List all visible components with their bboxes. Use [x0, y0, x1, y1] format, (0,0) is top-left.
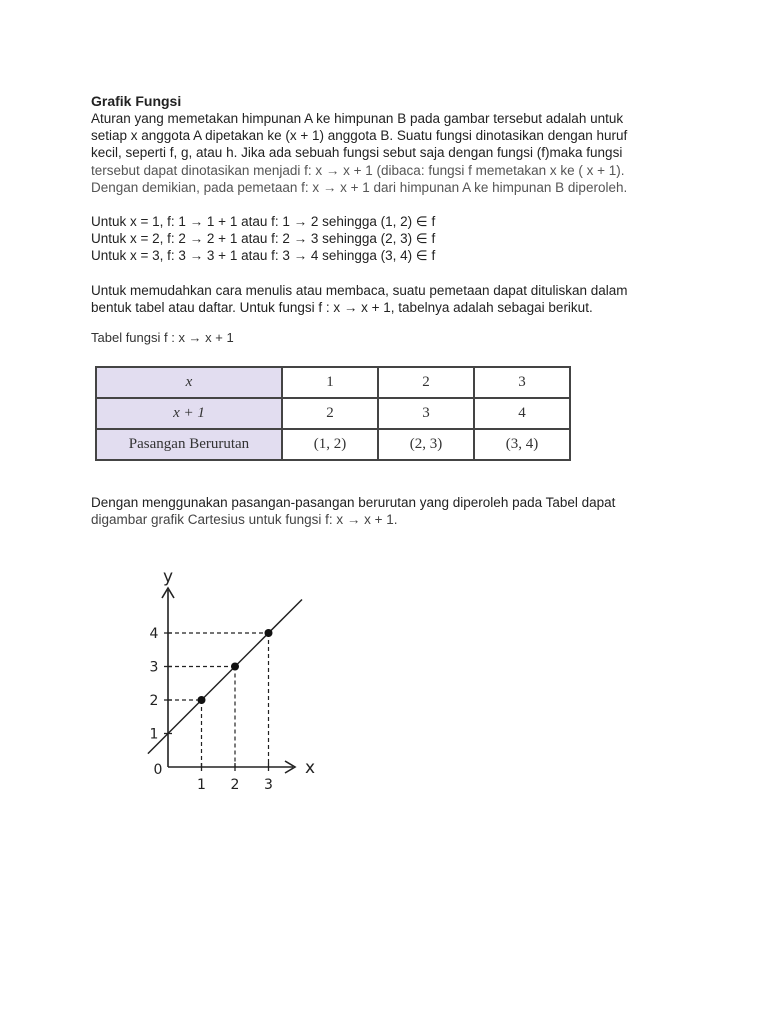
- y-tick-label: 2: [149, 693, 159, 709]
- y-tick-label: 4: [149, 626, 159, 642]
- table-row-header: Pasangan Berurutan: [96, 429, 282, 460]
- mapping-line: Untuk x = 1, f: 1 → 1 + 1 atau f: 1 → 2 sehingga (1, 2) ∈ f: [91, 214, 436, 230]
- table-cell: 4: [474, 398, 570, 429]
- table-cell: (3, 4): [474, 429, 570, 460]
- origin-label: 0: [153, 762, 163, 778]
- intro-paragraph: [91, 110, 681, 196]
- graph-intro-line: Dengan menggunakan pasangan-pasangan berurutan yang diperoleh pada Tabel dapat: [91, 495, 616, 510]
- data-point: [198, 696, 206, 704]
- function-line: [148, 600, 302, 754]
- graph-intro-line: digambar grafik Cartesius untuk fungsi f: x → x + 1.: [91, 512, 398, 528]
- table-cell: 2: [282, 398, 378, 429]
- table-row: [96, 429, 570, 460]
- x-axis-label: x: [304, 758, 316, 778]
- table-cell: 3: [378, 398, 474, 429]
- intro-line: setiap x anggota A dipetakan ke (x + 1) anggota B. Suatu fungsi dinotasikan dengan huruf: [91, 128, 628, 144]
- y-axis-label: y: [162, 567, 174, 587]
- table-cell: 2: [378, 367, 474, 398]
- table-row-header: x: [96, 367, 282, 398]
- table-intro-paragraph: [91, 282, 681, 316]
- table-cell: (2, 3): [378, 429, 474, 460]
- table-row: [96, 398, 570, 429]
- graph-intro-paragraph: [91, 494, 691, 528]
- table-cell: 1: [282, 367, 378, 398]
- data-point: [265, 629, 273, 637]
- intro-line: Aturan yang memetakan himpunan A ke himpunan B pada gambar tersebut adalah untuk: [91, 111, 624, 126]
- table-row-header: x + 1: [96, 398, 282, 429]
- article-title: Grafik Fungsi: [91, 93, 182, 109]
- intro-line: Dengan demikian, pada pemetaan f: x → x + 1 dari himpunan A ke himpunan B diperoleh.: [91, 179, 628, 195]
- article: [91, 93, 681, 345]
- y-tick-label: 3: [149, 659, 159, 676]
- table-caption: Tabel fungsi f : x → x + 1: [91, 330, 234, 346]
- cartesian-graph: [140, 560, 340, 800]
- intro-line: kecil, seperti f, g, atau h. Jika ada sebuah fungsi sebut saja dengan fungsi (f)maka fungsi: [91, 145, 623, 161]
- x-tick-label: 3: [264, 777, 273, 793]
- data-point: [231, 663, 239, 671]
- mapping-paragraph: [91, 213, 681, 265]
- x-tick-label: 2: [230, 777, 240, 793]
- table-row: [96, 367, 570, 398]
- table-intro-line: Untuk memudahkan cara menulis atau membaca, suatu pemetaan dapat dituliskan dalam: [91, 282, 628, 298]
- table-cell: 3: [474, 367, 570, 398]
- y-tick-label: 1: [149, 726, 159, 743]
- table-cell: (1, 2): [282, 429, 378, 460]
- mapping-line: Untuk x = 2, f: 2 → 2 + 1 atau f: 2 → 3 sehingga (2, 3) ∈ f: [91, 231, 436, 247]
- function-table: [95, 366, 571, 461]
- intro-line: tersebut dapat dinotasikan menjadi f: x → x + 1 (dibaca: fungsi f memetakan x ke ( x + 1).: [91, 162, 625, 178]
- table-intro-line: bentuk tabel atau daftar. Untuk fungsi f : x → x + 1, tabelnya adalah sebagai berikut.: [91, 299, 593, 315]
- mapping-line: Untuk x = 3, f: 3 → 3 + 1 atau f: 3 → 4 sehingga (3, 4) ∈ f: [91, 248, 436, 264]
- graph-intro: [91, 494, 691, 528]
- x-tick-label: 1: [197, 777, 206, 793]
